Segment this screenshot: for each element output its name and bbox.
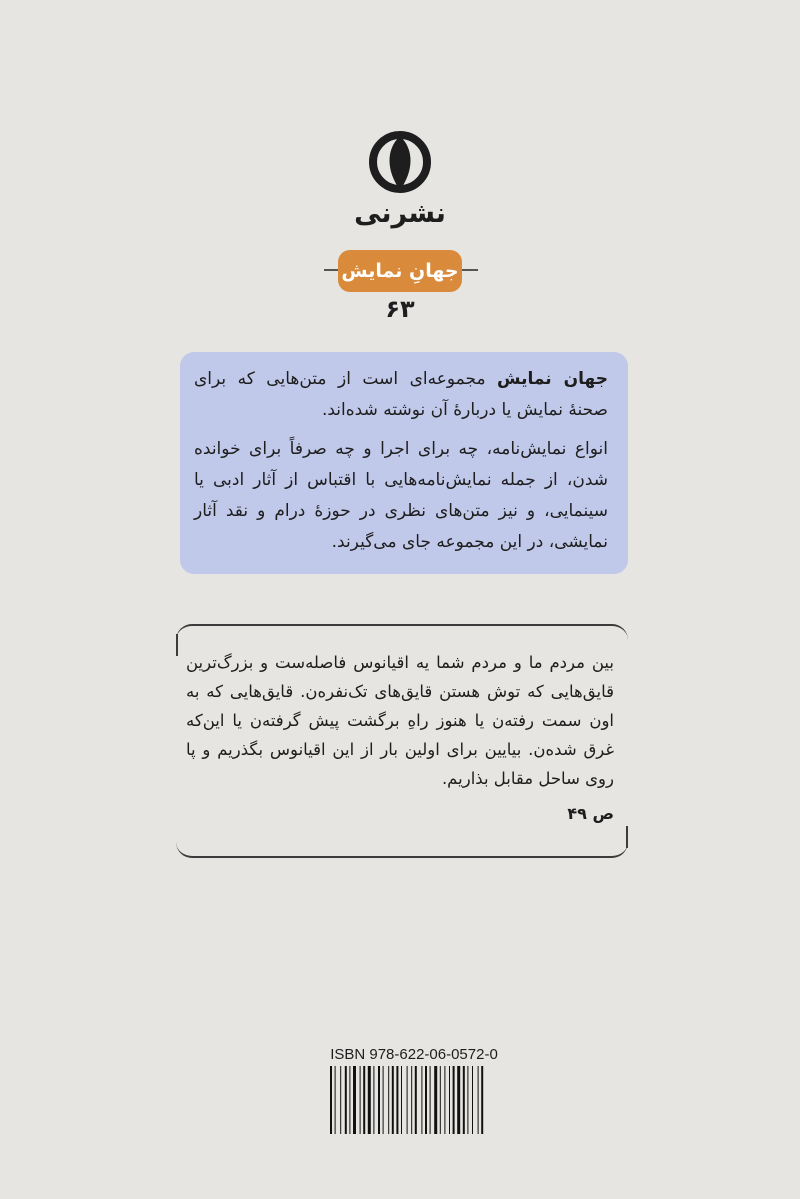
quote-text: بین مردم ما و مردم شما یه اقیانوس فاصله‌ست و بزرگ‌ترین قایق‌هایی که توش هستن قایق‌های تک‌نفره‌ن. قایق‌هایی که به اون سمت رفته‌ن یا هنوز راهِ برگشت پیش گرفته‌ن یا این‌که غرق شده‌ن. بیایین برای اولین بار از این اقیانوس بگذریم و پا روی ساحل مقابل بذاریم. (186, 653, 614, 788)
description-paragraph-2: انواع نمایش‌نامه، چه برای اجرا و چه صرفاً برای خوانده شدن، از جمله نمایش‌نامه‌هایی با اقتباس از آثار ادبی یا سینمایی، و نیز متن‌های نظری در حوزهٔ درام و نقد آثار نمایشی، در این مجموعه جای می‌گیرند. (194, 439, 608, 552)
description-paragraph-1-text: مجموعه‌ای است از متن‌هایی که برای صحنهٔ نمایش یا دربارهٔ آن نوشته شده‌اند. (194, 369, 608, 420)
publisher-logo-icon (367, 124, 433, 206)
barcode (330, 1066, 504, 1134)
series-description-box (180, 352, 628, 574)
isbn-label: ISBN 978-622-06-0572-0 (330, 1046, 498, 1063)
description-paragraph-1 (194, 364, 608, 426)
series-badge: جهانِ نمایش (338, 250, 462, 292)
quote-box (176, 624, 628, 858)
publisher-name: نشرنی (354, 198, 446, 229)
series-number: ۶۳ (385, 295, 415, 323)
quote-page-reference: ص ۴۹ (567, 804, 614, 823)
description-series-name: جهان نمایش (497, 369, 608, 389)
